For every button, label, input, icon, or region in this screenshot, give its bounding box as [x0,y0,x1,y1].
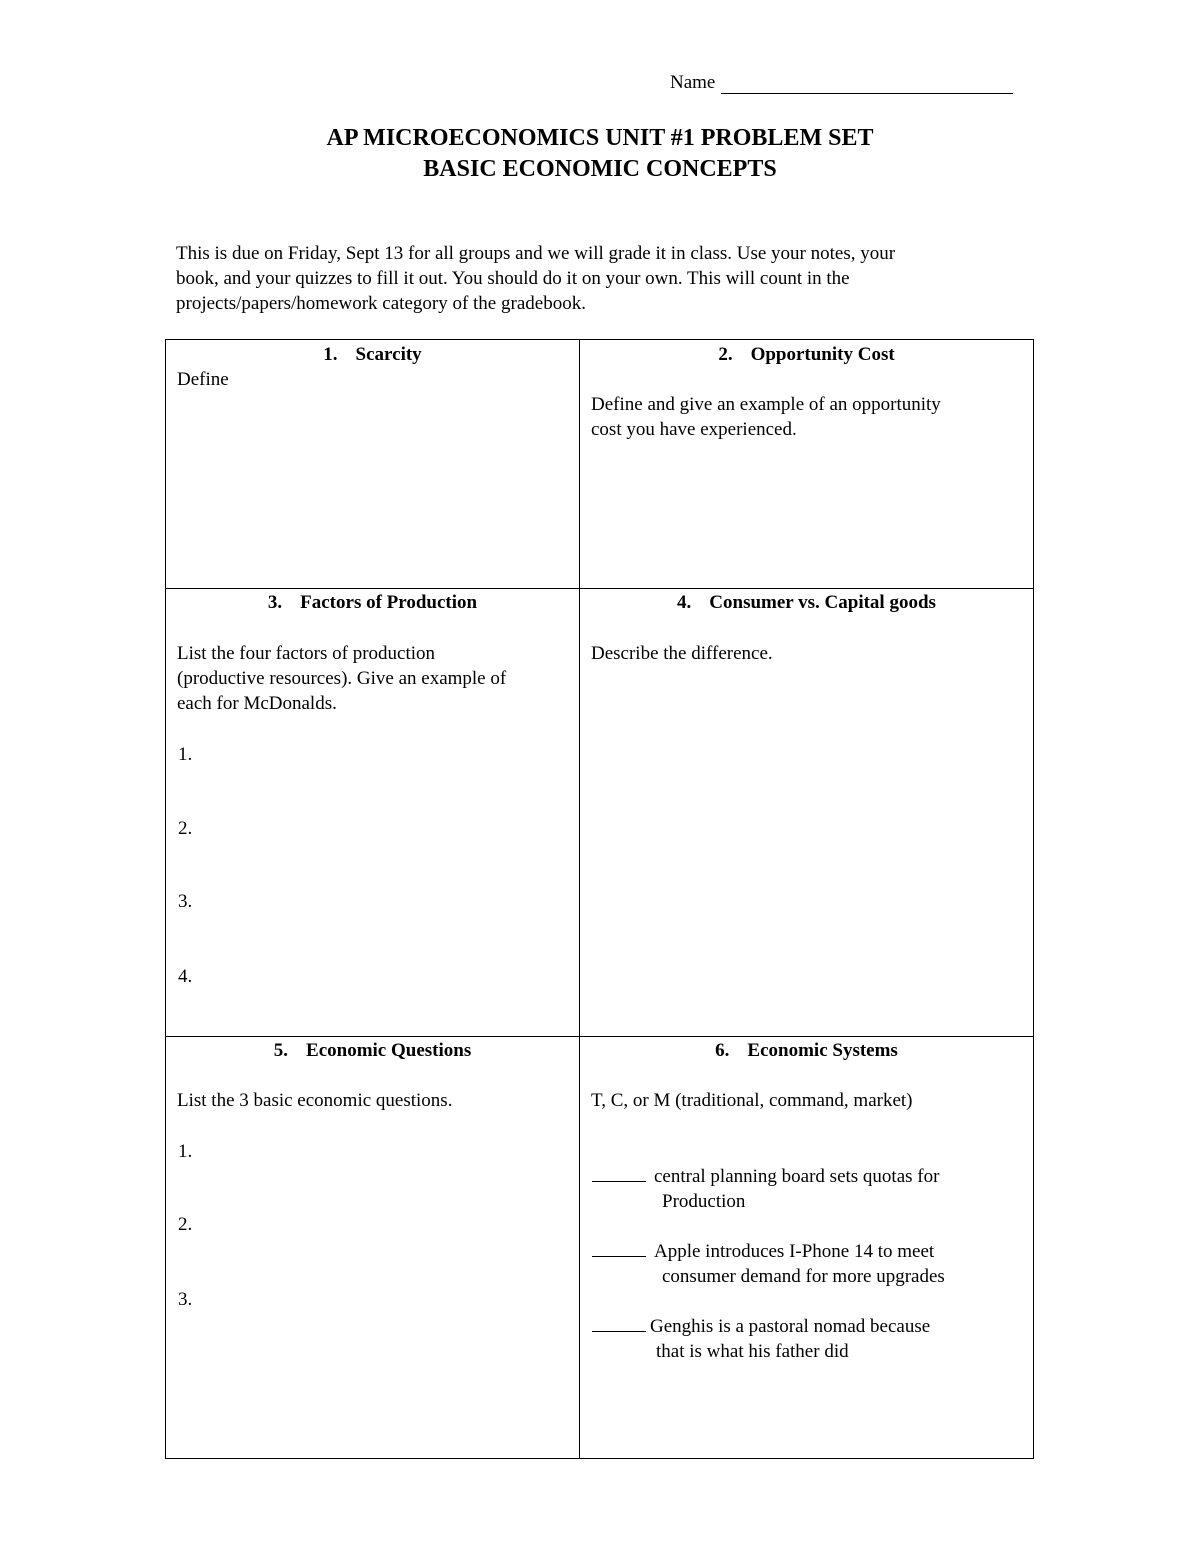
page-title [0,123,1200,185]
grid-row-divider-1 [166,588,1033,589]
factor-item-3: 3. [178,891,193,912]
system-item-2 [592,1238,992,1289]
cell-factors-of-production[interactable] [166,590,579,1036]
answer-blank[interactable] [592,1238,646,1257]
title-line-1: AP MICROECONOMICS UNIT #1 PROBLEM SET [326,125,874,151]
cell-questions-prompt: List the 3 basic economic questions. [177,1090,453,1111]
cell-scarcity-number: 1. [323,344,338,365]
cell-systems-prompt: T, C, or M (traditional, command, market) [591,1090,913,1111]
title-line-2: BASIC ECONOMIC CONCEPTS [423,156,777,182]
system-item-text: Production [662,1191,746,1212]
name-blank-line[interactable] [721,73,1013,94]
prompt-line: (productive resources). Give an example of [177,668,507,689]
cell-factors-title: Factors of Production [300,592,478,613]
cell-questions-number: 5. [273,1040,289,1061]
cell-opportunity-cost[interactable] [580,342,1033,588]
prompt-line: Define and give an example of an opportunity [591,394,941,415]
intro-paragraph [176,241,1026,316]
cell-scarcity-title: Scarcity [355,344,422,365]
cell-consumer-capital-number: 4. [677,592,692,613]
answer-blank[interactable] [592,1313,646,1332]
grid-row-divider-2 [166,1036,1033,1037]
intro-line-1: This is due on Friday, Sept 13 for all groups and we will grade it in class. Use your notes, your [176,243,896,264]
prompt-line: each for McDonalds. [177,693,337,714]
cell-consumer-vs-capital[interactable] [580,590,1033,1036]
factor-item-4: 4. [178,966,193,987]
cell-opportunity-cost-title: Opportunity Cost [750,344,895,365]
cell-factors-number: 3. [267,592,283,613]
cell-opportunity-cost-prompt [580,392,1033,442]
cell-factors-prompt [166,641,579,716]
question-item-2: 2. [178,1214,193,1235]
cell-economic-questions[interactable] [166,1038,579,1458]
prompt-line: List the four factors of production [177,643,436,664]
system-item-text: consumer demand for more upgrades [662,1266,945,1287]
system-item-text: Apple introduces I-Phone 14 to meet [654,1241,935,1262]
cell-factors-heading [166,590,579,615]
system-item-text: central planning board sets quotas for [654,1166,940,1187]
cell-questions-heading [166,1038,579,1063]
cell-scarcity[interactable] [166,342,579,588]
system-item-text: that is what his father did [656,1341,849,1362]
system-item-1 [592,1163,992,1214]
cell-questions-title: Economic Questions [306,1040,472,1061]
cell-systems-heading [580,1038,1033,1063]
cell-systems-number: 6. [715,1040,730,1061]
factor-item-2: 2. [178,818,193,839]
cell-scarcity-prompt: Define [177,369,229,390]
problem-grid [165,339,1034,1459]
cell-systems-title: Economic Systems [747,1040,898,1061]
question-item-1: 1. [178,1141,193,1162]
prompt-line: cost you have experienced. [591,419,797,440]
cell-consumer-capital-prompt: Describe the difference. [591,643,773,664]
name-label: Name [670,72,716,93]
intro-line-3: projects/papers/homework category of the gradebook. [176,293,586,314]
answer-blank[interactable] [592,1163,646,1182]
question-item-3: 3. [178,1289,193,1310]
factor-item-1: 1. [178,744,193,765]
cell-opportunity-cost-number: 2. [718,344,733,365]
cell-opportunity-cost-heading [580,342,1033,367]
intro-line-2: book, and your quizzes to fill it out. You should do it on your own. This will count in the [176,268,850,289]
cell-consumer-capital-heading [580,590,1033,615]
system-item-3 [592,1313,992,1364]
name-field[interactable] [670,72,1013,94]
cell-consumer-capital-title: Consumer vs. Capital goods [709,592,936,613]
cell-economic-systems[interactable] [580,1038,1033,1458]
system-item-text: Genghis is a pastoral nomad because [650,1316,931,1337]
cell-scarcity-heading [166,342,579,367]
